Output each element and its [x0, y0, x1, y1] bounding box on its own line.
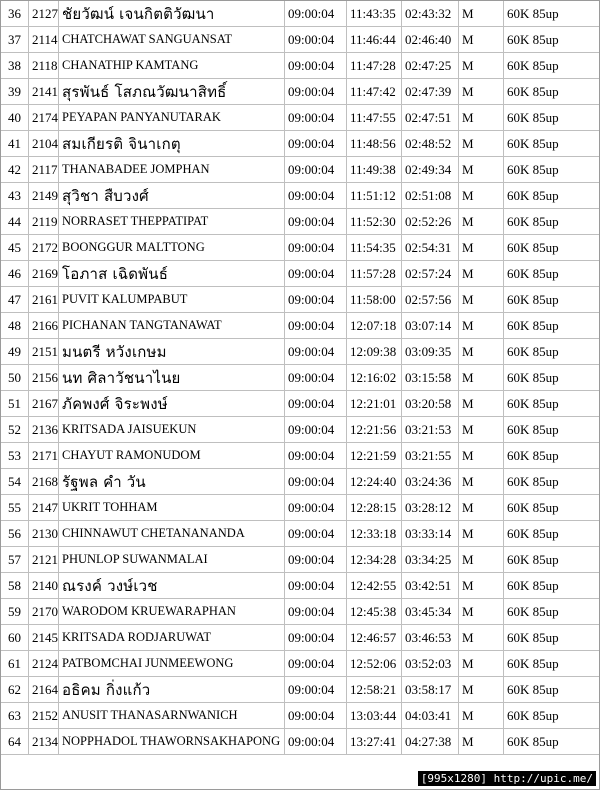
finish-time-cell[interactable]: 13:03:44: [347, 703, 402, 729]
runner-name-cell[interactable]: ภัคพงศ์ จิระพงษ์: [59, 391, 285, 417]
net-time-cell[interactable]: 02:46:40: [402, 27, 459, 53]
category-cell[interactable]: 60K 85up: [504, 339, 600, 365]
finish-time-cell[interactable]: 11:47:42: [347, 79, 402, 105]
row-number-cell[interactable]: 39: [1, 79, 29, 105]
row-number-cell[interactable]: 40: [1, 105, 29, 131]
bib-number-cell[interactable]: 2151: [29, 339, 59, 365]
gender-cell[interactable]: M: [459, 547, 504, 573]
start-time-cell[interactable]: 09:00:04: [285, 79, 347, 105]
gender-cell[interactable]: M: [459, 339, 504, 365]
runner-name-cell[interactable]: อธิคม กิ่งแก้ว: [59, 677, 285, 703]
bib-number-cell[interactable]: 2140: [29, 573, 59, 599]
category-cell[interactable]: 60K 85up: [504, 53, 600, 79]
net-time-cell[interactable]: 03:07:14: [402, 313, 459, 339]
net-time-cell[interactable]: 03:45:34: [402, 599, 459, 625]
bib-number-cell[interactable]: 2152: [29, 703, 59, 729]
finish-time-cell[interactable]: 12:21:01: [347, 391, 402, 417]
start-time-cell[interactable]: 09:00:04: [285, 287, 347, 313]
start-time-cell[interactable]: 09:00:04: [285, 469, 347, 495]
category-cell[interactable]: 60K 85up: [504, 105, 600, 131]
finish-time-cell[interactable]: 11:46:44: [347, 27, 402, 53]
gender-cell[interactable]: M: [459, 209, 504, 235]
gender-cell[interactable]: M: [459, 131, 504, 157]
row-number-cell[interactable]: 63: [1, 703, 29, 729]
category-cell[interactable]: 60K 85up: [504, 599, 600, 625]
bib-number-cell[interactable]: 2121: [29, 547, 59, 573]
category-cell[interactable]: 60K 85up: [504, 417, 600, 443]
start-time-cell[interactable]: 09:00:04: [285, 625, 347, 651]
row-number-cell[interactable]: 46: [1, 261, 29, 287]
start-time-cell[interactable]: 09:00:04: [285, 417, 347, 443]
net-time-cell[interactable]: 02:47:51: [402, 105, 459, 131]
row-number-cell[interactable]: 43: [1, 183, 29, 209]
finish-time-cell[interactable]: 11:58:00: [347, 287, 402, 313]
finish-time-cell[interactable]: 11:48:56: [347, 131, 402, 157]
bib-number-cell[interactable]: 2169: [29, 261, 59, 287]
table-row[interactable]: [1, 729, 600, 755]
gender-cell[interactable]: M: [459, 651, 504, 677]
net-time-cell[interactable]: 03:34:25: [402, 547, 459, 573]
bib-number-cell[interactable]: 2104: [29, 131, 59, 157]
start-time-cell[interactable]: 09:00:04: [285, 105, 347, 131]
bib-number-cell[interactable]: 2168: [29, 469, 59, 495]
row-number-cell[interactable]: 55: [1, 495, 29, 521]
runner-name-cell[interactable]: สุวิชา สืบวงศ์: [59, 183, 285, 209]
table-row[interactable]: [1, 521, 600, 547]
net-time-cell[interactable]: 03:20:58: [402, 391, 459, 417]
bib-number-cell[interactable]: 2127: [29, 1, 59, 27]
finish-time-cell[interactable]: 12:34:28: [347, 547, 402, 573]
gender-cell[interactable]: M: [459, 703, 504, 729]
bib-number-cell[interactable]: 2118: [29, 53, 59, 79]
row-number-cell[interactable]: 60: [1, 625, 29, 651]
row-number-cell[interactable]: 61: [1, 651, 29, 677]
start-time-cell[interactable]: 09:00:04: [285, 261, 347, 287]
category-cell[interactable]: 60K 85up: [504, 365, 600, 391]
category-cell[interactable]: 60K 85up: [504, 469, 600, 495]
start-time-cell[interactable]: 09:00:04: [285, 235, 347, 261]
category-cell[interactable]: 60K 85up: [504, 625, 600, 651]
bib-number-cell[interactable]: 2171: [29, 443, 59, 469]
gender-cell[interactable]: M: [459, 729, 504, 755]
row-number-cell[interactable]: 51: [1, 391, 29, 417]
start-time-cell[interactable]: 09:00:04: [285, 677, 347, 703]
finish-time-cell[interactable]: 12:07:18: [347, 313, 402, 339]
net-time-cell[interactable]: 04:27:38: [402, 729, 459, 755]
gender-cell[interactable]: M: [459, 53, 504, 79]
gender-cell[interactable]: M: [459, 391, 504, 417]
row-number-cell[interactable]: 54: [1, 469, 29, 495]
bib-number-cell[interactable]: 2145: [29, 625, 59, 651]
gender-cell[interactable]: M: [459, 1, 504, 27]
finish-time-cell[interactable]: 12:42:55: [347, 573, 402, 599]
runner-name-cell[interactable]: CHINNAWUT CHETANANANDA: [59, 521, 285, 547]
start-time-cell[interactable]: 09:00:04: [285, 521, 347, 547]
net-time-cell[interactable]: 02:47:25: [402, 53, 459, 79]
row-number-cell[interactable]: 38: [1, 53, 29, 79]
gender-cell[interactable]: M: [459, 443, 504, 469]
gender-cell[interactable]: M: [459, 365, 504, 391]
runner-name-cell[interactable]: PICHANAN TANGTANAWAT: [59, 313, 285, 339]
gender-cell[interactable]: M: [459, 573, 504, 599]
finish-time-cell[interactable]: 12:58:21: [347, 677, 402, 703]
start-time-cell[interactable]: 09:00:04: [285, 339, 347, 365]
runner-name-cell[interactable]: PUVIT KALUMPABUT: [59, 287, 285, 313]
finish-time-cell[interactable]: 11:57:28: [347, 261, 402, 287]
table-row[interactable]: [1, 443, 600, 469]
row-number-cell[interactable]: 41: [1, 131, 29, 157]
row-number-cell[interactable]: 45: [1, 235, 29, 261]
start-time-cell[interactable]: 09:00:04: [285, 313, 347, 339]
start-time-cell[interactable]: 09:00:04: [285, 547, 347, 573]
runner-name-cell[interactable]: NORRASET THEPPATIPAT: [59, 209, 285, 235]
start-time-cell[interactable]: 09:00:04: [285, 209, 347, 235]
category-cell[interactable]: 60K 85up: [504, 703, 600, 729]
row-number-cell[interactable]: 48: [1, 313, 29, 339]
bib-number-cell[interactable]: 2130: [29, 521, 59, 547]
net-time-cell[interactable]: 02:43:32: [402, 1, 459, 27]
finish-time-cell[interactable]: 11:51:12: [347, 183, 402, 209]
table-row[interactable]: [1, 677, 600, 703]
category-cell[interactable]: 60K 85up: [504, 287, 600, 313]
net-time-cell[interactable]: 03:15:58: [402, 365, 459, 391]
table-row[interactable]: [1, 417, 600, 443]
finish-time-cell[interactable]: 11:52:30: [347, 209, 402, 235]
row-number-cell[interactable]: 58: [1, 573, 29, 599]
row-number-cell[interactable]: 56: [1, 521, 29, 547]
gender-cell[interactable]: M: [459, 79, 504, 105]
category-cell[interactable]: 60K 85up: [504, 547, 600, 573]
bib-number-cell[interactable]: 2117: [29, 157, 59, 183]
table-row[interactable]: [1, 79, 600, 105]
start-time-cell[interactable]: 09:00:04: [285, 157, 347, 183]
runner-name-cell[interactable]: PHUNLOP SUWANMALAI: [59, 547, 285, 573]
gender-cell[interactable]: M: [459, 677, 504, 703]
runner-name-cell[interactable]: KRITSADA RODJARUWAT: [59, 625, 285, 651]
net-time-cell[interactable]: 03:42:51: [402, 573, 459, 599]
gender-cell[interactable]: M: [459, 495, 504, 521]
finish-time-cell[interactable]: 12:24:40: [347, 469, 402, 495]
bib-number-cell[interactable]: 2149: [29, 183, 59, 209]
bib-number-cell[interactable]: 2114: [29, 27, 59, 53]
row-number-cell[interactable]: 47: [1, 287, 29, 313]
finish-time-cell[interactable]: 12:28:15: [347, 495, 402, 521]
runner-name-cell[interactable]: CHAYUT RAMONUDOM: [59, 443, 285, 469]
category-cell[interactable]: 60K 85up: [504, 495, 600, 521]
bib-number-cell[interactable]: 2166: [29, 313, 59, 339]
bib-number-cell[interactable]: 2136: [29, 417, 59, 443]
table-row[interactable]: [1, 495, 600, 521]
bib-number-cell[interactable]: 2167: [29, 391, 59, 417]
net-time-cell[interactable]: 03:33:14: [402, 521, 459, 547]
row-number-cell[interactable]: 44: [1, 209, 29, 235]
table-row[interactable]: [1, 365, 600, 391]
net-time-cell[interactable]: 03:24:36: [402, 469, 459, 495]
net-time-cell[interactable]: 03:52:03: [402, 651, 459, 677]
net-time-cell[interactable]: 02:51:08: [402, 183, 459, 209]
start-time-cell[interactable]: 09:00:04: [285, 53, 347, 79]
runner-name-cell[interactable]: สมเกียรติ จินาเกตุ: [59, 131, 285, 157]
table-row[interactable]: [1, 625, 600, 651]
category-cell[interactable]: 60K 85up: [504, 729, 600, 755]
category-cell[interactable]: 60K 85up: [504, 79, 600, 105]
finish-time-cell[interactable]: 11:43:35: [347, 1, 402, 27]
row-number-cell[interactable]: 52: [1, 417, 29, 443]
net-time-cell[interactable]: 03:46:53: [402, 625, 459, 651]
category-cell[interactable]: 60K 85up: [504, 573, 600, 599]
runner-name-cell[interactable]: โอภาส เฉิดพันธ์: [59, 261, 285, 287]
finish-time-cell[interactable]: 12:09:38: [347, 339, 402, 365]
table-row[interactable]: [1, 27, 600, 53]
table-row[interactable]: [1, 235, 600, 261]
row-number-cell[interactable]: 57: [1, 547, 29, 573]
category-cell[interactable]: 60K 85up: [504, 521, 600, 547]
category-cell[interactable]: 60K 85up: [504, 183, 600, 209]
bib-number-cell[interactable]: 2119: [29, 209, 59, 235]
table-row[interactable]: [1, 53, 600, 79]
finish-time-cell[interactable]: 11:54:35: [347, 235, 402, 261]
table-row[interactable]: [1, 703, 600, 729]
watermark: [995x1280] http://upic.me/: [418, 771, 596, 786]
table-row[interactable]: [1, 209, 600, 235]
runner-name-cell[interactable]: WARODOM KRUEWARAPHAN: [59, 599, 285, 625]
net-time-cell[interactable]: 02:54:31: [402, 235, 459, 261]
gender-cell[interactable]: M: [459, 27, 504, 53]
runner-name-cell[interactable]: PEYAPAN PANYANUTARAK: [59, 105, 285, 131]
category-cell[interactable]: 60K 85up: [504, 313, 600, 339]
start-time-cell[interactable]: 09:00:04: [285, 599, 347, 625]
table-row[interactable]: [1, 599, 600, 625]
runner-name-cell[interactable]: UKRIT TOHHAM: [59, 495, 285, 521]
table-row[interactable]: [1, 547, 600, 573]
net-time-cell[interactable]: 02:47:39: [402, 79, 459, 105]
finish-time-cell[interactable]: 12:21:56: [347, 417, 402, 443]
net-time-cell[interactable]: 04:03:41: [402, 703, 459, 729]
bib-number-cell[interactable]: 2161: [29, 287, 59, 313]
bib-number-cell[interactable]: 2172: [29, 235, 59, 261]
runner-name-cell[interactable]: CHATCHAWAT SANGUANSAT: [59, 27, 285, 53]
category-cell[interactable]: 60K 85up: [504, 157, 600, 183]
bib-number-cell[interactable]: 2156: [29, 365, 59, 391]
gender-cell[interactable]: M: [459, 313, 504, 339]
row-number-cell[interactable]: 53: [1, 443, 29, 469]
gender-cell[interactable]: M: [459, 183, 504, 209]
row-number-cell[interactable]: 64: [1, 729, 29, 755]
runner-name-cell[interactable]: THANABADEE JOMPHAN: [59, 157, 285, 183]
runner-name-cell[interactable]: KRITSADA JAISUEKUN: [59, 417, 285, 443]
runner-name-cell[interactable]: CHANATHIP KAMTANG: [59, 53, 285, 79]
table-row[interactable]: [1, 261, 600, 287]
table-row[interactable]: [1, 105, 600, 131]
row-number-cell[interactable]: 42: [1, 157, 29, 183]
runner-name-cell[interactable]: ณรงค์ วงษ์เวช: [59, 573, 285, 599]
net-time-cell[interactable]: 03:21:53: [402, 417, 459, 443]
table-row[interactable]: [1, 469, 600, 495]
gender-cell[interactable]: M: [459, 287, 504, 313]
row-number-cell[interactable]: 49: [1, 339, 29, 365]
finish-time-cell[interactable]: 12:52:06: [347, 651, 402, 677]
net-time-cell[interactable]: 03:09:35: [402, 339, 459, 365]
gender-cell[interactable]: M: [459, 599, 504, 625]
results-rows: [1, 1, 600, 755]
finish-time-cell[interactable]: 12:16:02: [347, 365, 402, 391]
category-cell[interactable]: 60K 85up: [504, 27, 600, 53]
gender-cell[interactable]: M: [459, 521, 504, 547]
net-time-cell[interactable]: 02:57:24: [402, 261, 459, 287]
start-time-cell[interactable]: 09:00:04: [285, 1, 347, 27]
start-time-cell[interactable]: 09:00:04: [285, 573, 347, 599]
table-row[interactable]: [1, 131, 600, 157]
net-time-cell[interactable]: 02:57:56: [402, 287, 459, 313]
net-time-cell[interactable]: 03:21:55: [402, 443, 459, 469]
row-number-cell[interactable]: 62: [1, 677, 29, 703]
bib-number-cell[interactable]: 2141: [29, 79, 59, 105]
start-time-cell[interactable]: 09:00:04: [285, 183, 347, 209]
table-row[interactable]: [1, 183, 600, 209]
gender-cell[interactable]: M: [459, 157, 504, 183]
runner-name-cell[interactable]: BOONGGUR MALTTONG: [59, 235, 285, 261]
category-cell[interactable]: 60K 85up: [504, 261, 600, 287]
net-time-cell[interactable]: 02:48:52: [402, 131, 459, 157]
table-row[interactable]: [1, 287, 600, 313]
net-time-cell[interactable]: 02:52:26: [402, 209, 459, 235]
finish-time-cell[interactable]: 12:46:57: [347, 625, 402, 651]
row-number-cell[interactable]: 59: [1, 599, 29, 625]
runner-name-cell[interactable]: นท ศิลาวัชนาไนย: [59, 365, 285, 391]
runner-name-cell[interactable]: PATBOMCHAI JUNMEEWONG: [59, 651, 285, 677]
finish-time-cell[interactable]: 13:27:41: [347, 729, 402, 755]
gender-cell[interactable]: M: [459, 261, 504, 287]
bib-number-cell[interactable]: 2174: [29, 105, 59, 131]
table-row[interactable]: [1, 339, 600, 365]
bib-number-cell[interactable]: 2124: [29, 651, 59, 677]
runner-name-cell[interactable]: ชัยวัฒน์ เจนกิตติวัฒนา: [59, 1, 285, 27]
start-time-cell[interactable]: 09:00:04: [285, 365, 347, 391]
bib-number-cell[interactable]: 2134: [29, 729, 59, 755]
start-time-cell[interactable]: 09:00:04: [285, 27, 347, 53]
table-row[interactable]: [1, 651, 600, 677]
start-time-cell[interactable]: 09:00:04: [285, 443, 347, 469]
finish-time-cell[interactable]: 11:47:55: [347, 105, 402, 131]
category-cell[interactable]: 60K 85up: [504, 443, 600, 469]
category-cell[interactable]: 60K 85up: [504, 677, 600, 703]
runner-name-cell[interactable]: สุรพันธ์ โสภณวัฒนาสิทธิ์: [59, 79, 285, 105]
row-number-cell[interactable]: 50: [1, 365, 29, 391]
gender-cell[interactable]: M: [459, 105, 504, 131]
finish-time-cell[interactable]: 12:33:18: [347, 521, 402, 547]
start-time-cell[interactable]: 09:00:04: [285, 131, 347, 157]
finish-time-cell[interactable]: 12:45:38: [347, 599, 402, 625]
start-time-cell[interactable]: 09:00:04: [285, 495, 347, 521]
category-cell[interactable]: 60K 85up: [504, 391, 600, 417]
category-cell[interactable]: 60K 85up: [504, 209, 600, 235]
category-cell[interactable]: 60K 85up: [504, 1, 600, 27]
bib-number-cell[interactable]: 2164: [29, 677, 59, 703]
table-row[interactable]: [1, 391, 600, 417]
category-cell[interactable]: 60K 85up: [504, 131, 600, 157]
start-time-cell[interactable]: 09:00:04: [285, 651, 347, 677]
table-row[interactable]: [1, 573, 600, 599]
gender-cell[interactable]: M: [459, 417, 504, 443]
table-row[interactable]: [1, 1, 600, 27]
category-cell[interactable]: 60K 85up: [504, 651, 600, 677]
bib-number-cell[interactable]: 2147: [29, 495, 59, 521]
runner-name-cell[interactable]: รัฐพล คำ วัน: [59, 469, 285, 495]
runner-name-cell[interactable]: มนตรี หวังเกษม: [59, 339, 285, 365]
finish-time-cell[interactable]: 11:49:38: [347, 157, 402, 183]
gender-cell[interactable]: M: [459, 625, 504, 651]
start-time-cell[interactable]: 09:00:04: [285, 729, 347, 755]
net-time-cell[interactable]: 03:28:12: [402, 495, 459, 521]
bib-number-cell[interactable]: 2170: [29, 599, 59, 625]
runner-name-cell[interactable]: NOPPHADOL THAWORNSAKHAPONG: [59, 729, 285, 755]
category-cell[interactable]: 60K 85up: [504, 235, 600, 261]
net-time-cell[interactable]: 03:58:17: [402, 677, 459, 703]
table-row[interactable]: [1, 157, 600, 183]
row-number-cell[interactable]: 37: [1, 27, 29, 53]
table-row[interactable]: [1, 313, 600, 339]
net-time-cell[interactable]: 02:49:34: [402, 157, 459, 183]
row-number-cell[interactable]: 36: [1, 1, 29, 27]
finish-time-cell[interactable]: 12:21:59: [347, 443, 402, 469]
runner-name-cell[interactable]: ANUSIT THANASARNWANICH: [59, 703, 285, 729]
finish-time-cell[interactable]: 11:47:28: [347, 53, 402, 79]
start-time-cell[interactable]: 09:00:04: [285, 391, 347, 417]
start-time-cell[interactable]: 09:00:04: [285, 703, 347, 729]
gender-cell[interactable]: M: [459, 469, 504, 495]
gender-cell[interactable]: M: [459, 235, 504, 261]
